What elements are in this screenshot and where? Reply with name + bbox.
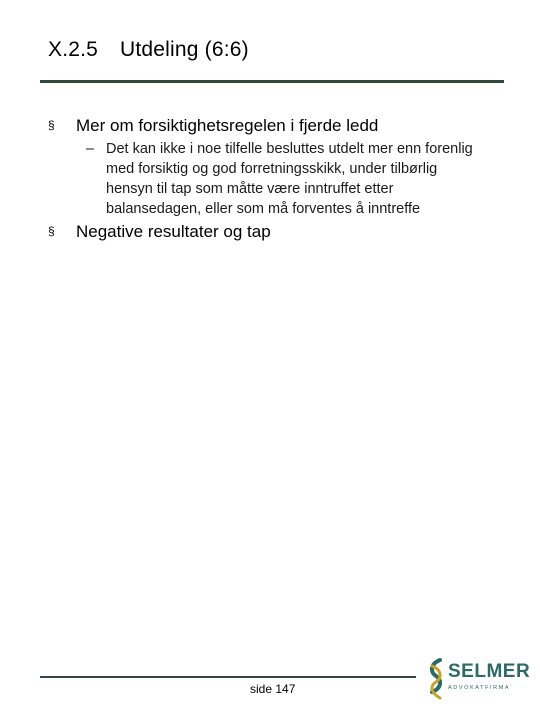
section-number: X.2.5 <box>48 38 99 61</box>
bullet-text: Negative resultater og tap <box>76 222 271 241</box>
bullet-marker: § <box>48 224 55 238</box>
sub-bullet-item <box>86 139 486 219</box>
bullet-item <box>48 116 378 136</box>
logo-wordmark: SELMER <box>448 661 531 682</box>
company-logo <box>426 656 531 702</box>
section-title: Utdeling (6:6) <box>120 38 249 61</box>
footer-divider <box>40 676 416 678</box>
selmer-logo-icon <box>426 658 446 700</box>
sub-bullet-marker: – <box>86 141 95 157</box>
bullet-item <box>48 222 271 242</box>
page-number: side 147 <box>250 682 296 696</box>
logo-subtitle: ADVOKATFIRMA <box>448 685 511 691</box>
header-divider <box>40 80 504 83</box>
sub-bullet-text: Det kan ikke i noe tilfelle besluttes utdelt mer enn forenlig med forsiktig og god forretningsskikk, under tilbørlig hensyn til tap som måtte være inntruffet etter balansedagen, eller som må forventes å inntreffe <box>106 141 473 217</box>
slide-title <box>48 38 249 62</box>
bullet-marker: § <box>48 118 55 132</box>
bullet-text: Mer om forsiktighetsregelen i fjerde ledd <box>76 116 379 135</box>
